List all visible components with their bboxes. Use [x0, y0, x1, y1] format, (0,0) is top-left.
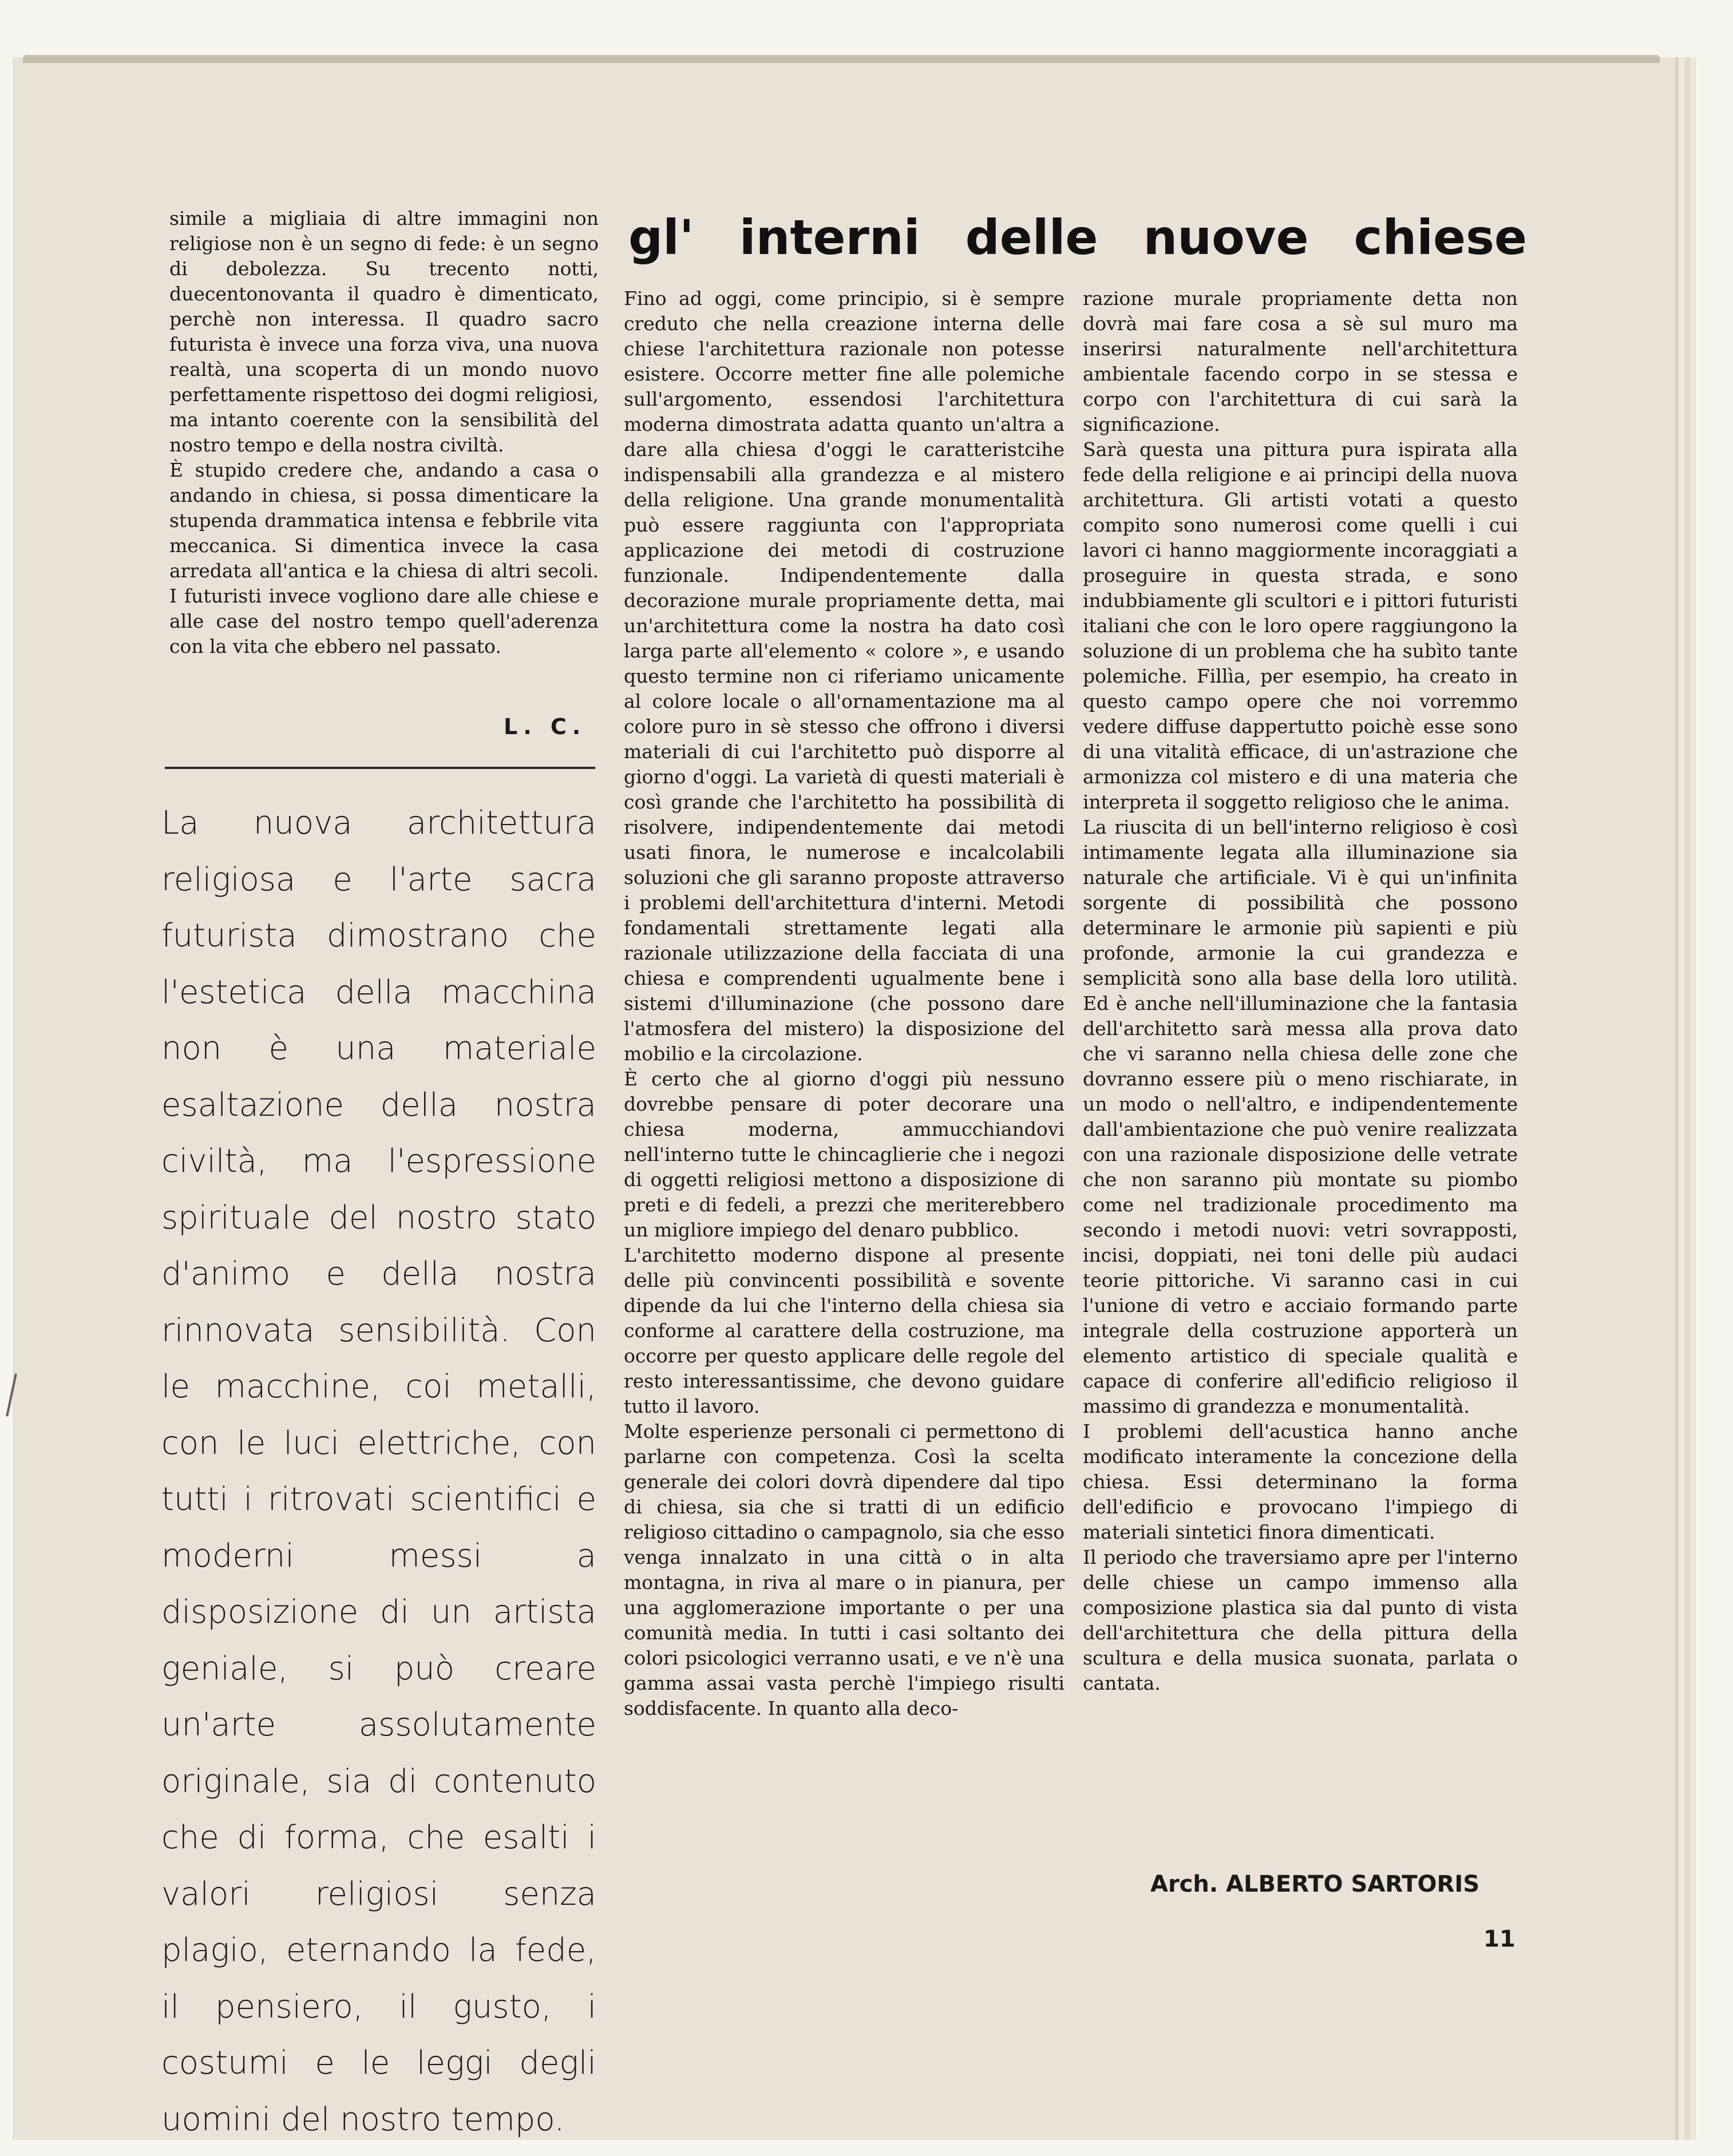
headline-word: delle — [965, 209, 1098, 265]
divider-rule — [165, 767, 595, 769]
column-3-paragraph: Il periodo che traversiamo apre per l'interno delle chiese un campo immenso alla composizione plastica sia dal punto di vista dell'architettura che della pittura della scultura e della musica suonata, parlata o cantata. — [1083, 1546, 1518, 1694]
page-top-edge — [23, 55, 1660, 63]
author-byline: Arch. ALBERTO SARTORIS — [1150, 1871, 1480, 1897]
pull-quote: La nuova architettura religiosa e l'arte sacra futurista dimostrano che l'estetica della macchina non è una materiale esaltazione della nostra civiltà, ma l'espressione spirituale del nostro stato d'animo e della nostra rinnovata sensibilità. Con le macchine, coi metalli, con le luci elettriche, con tutti i ritrovati scientifici e moderni messi a disposizione di un artista geniale, si può creare un'arte assolutamente originale, sia di contenuto che di forma, che esalti i valori religiosi senza plagio, eternando la fede, il pensiero, il gusto, i costumi e le leggi degli uomini del nostro tempo. — [161, 804, 596, 2138]
signature-initials: L. C. — [504, 714, 587, 739]
column-2-paragraph: Molte esperienze personali ci permettono di parlarne con competenza. Così la scelta generale dei colori dovrà dipendere dal tipo di chiesa, sia che si tratti di un edificio religioso cittadino o campagnolo, sia che esso venga innalzato in una città o in alta montagna, in riva al mare o in pianura, per una agglomerazione importante o per una comunità media. In tutti i casi soltanto dei colori psicologici verranno usati, e ve n'è una gamma assai vasta perchè l'impiego risulti soddisfacente. In quanto alla deco- — [624, 1420, 1065, 1719]
column-2-paragraph: Fino ad oggi, come principio, si è sempre creduto che nella creazione interna delle chiese l'architettura razionale non potesse esistere. Occorre metter fine alle polemiche sull'argomento, essendosi l'architettura moderna dimostrata adatta quanto un'altra a dare alla chiesa d'oggi le caratteristcihe indispensabili alla grandezza e al mistero della religione. Una grande monumentalità può essere raggiunta con l'appropriata applicazione dei metodi di costruzione funzionale. Indipendentemente dalla decorazione murale propriamente detta, mai un'architettura come la nostra ha dato così larga parte all'elemento « colore », e usando questo termine non ci riferiamo unicamente al colore locale o all'ornamentazione ma al colore puro in sè stesso che offrono i diversi materiali di cui l'architetto può disporre al giorno d'oggi. La varietà di questi materiali è così grande che l'architetto ha possibilità di risolvere, indipendentemente dai metodi usati finora, le numerose e incalcolabili soluzioni che gli saranno proposte attraverso i problemi dell'architettura d'interni. Metodi fondamentali strettamente legati alla razionale utilizzazione della facciata di una chiesa e comprendenti ugualmente bene i sistemi d'illuminazione (che possono dare l'atmosfera del mistero) la disposizione del mobilio e la circolazione. — [624, 287, 1065, 1065]
column-3-paragraph: razione murale propriamente detta non dovrà mai fare cosa a sè sul muro ma inserirsi naturalmente nell'architettura ambientale facendo corpo in se stessa e corpo con l'architettura di cui sarà la significazione. — [1083, 287, 1518, 435]
column-2-paragraph: L'architetto moderno dispone al presente delle più convincenti possibilità e sovente dipende da lui che l'interno della chiesa sia conforme al carattere della costruzione, ma occorre per questo applicare delle regole del resto interessantissime, che devono guidare tutto il lavoro. — [624, 1244, 1065, 1417]
column-3-text — [1083, 286, 1518, 1696]
article-headline — [628, 206, 1527, 269]
column-2-paragraph: È certo che al giorno d'oggi più nessuno dovrebbe pensare di poter decorare una chiesa moderna, ammucchiandovi nell'interno tutte le chincaglierie che i negozi di oggetti religiosi mettono a disposizione di preti e di fedeli, a prezzi che meriterebbero un migliore impiego del denaro pubblico. — [624, 1068, 1065, 1241]
column-3-paragraph: La riuscita di un bell'interno religioso è così intimamente legata alla illuminazione sia naturale che artificiale. Vi è qui un'infinita sorgente di possibilità che possono determinare le armonie più sapienti e più profonde, armonie la cui grandezza e semplicità sono alla base della loro utilità. Ed è anche nell'illuminazione che la fantasia dell'architetto sarà messa alla prova dato che vi saranno nella chiesa delle zone che dovranno essere più o meno rischiarate, in un modo o nell'altro, e indipendentemente dall'ambientazione che può venire realizzata con una razionale disposizione delle vetrate che non saranno più montate su piombo come nel tradizionale procedimento ma secondo i metodi nuovi: vetri sovrapposti, incisi, doppiati, nei toni delle più audaci teorie pittoriche. Vi saranno casi in cui l'unione di vetro e acciaio formando parte integrale della costruzione apporterà un elemento artistico di speciale qualità e capace di conferire all'edificio religioso il massimo di grandezza e monumentalità. — [1083, 816, 1518, 1417]
headline-word: nuove — [1143, 209, 1309, 265]
column-3-paragraph: Sarà questa una pittura pura ispirata alla fede della religione e ai principi della nuova architettura. Gli artisti votati a questo compito sono numerosi come quelli i cui lavori ci hanno maggiormente incoraggiati a proseguire in questa strada, e sono indubbiamente gli scultori e i pittori futuristi italiani che con le loro opere raggiungono la soluzione di un problema che ha subìto tante polemiche. Fillìa, per esempio, ha creato in questo campo opere che noi vorremmo vedere diffuse dappertutto poichè esse sono di una vitalità efficace, di un'astrazione che armonizza col mistero e di una materia che interpreta il soggetto religioso che le anima. — [1083, 438, 1518, 813]
headline-word: chiese — [1354, 209, 1527, 265]
headline-word: interni — [739, 209, 920, 265]
column-1-paragraph: simile a migliaia di altre immagini non religiose non è un segno di fede: è un segno di debolezza. Su trecento notti, duecentonovanta il quadro è dimenticato, perchè non interessa. Il quadro sacro futurista è invece una forza viva, una nuova realtà, una scoperta di un mondo nuovo perfettamente rispettoso dei dogmi religiosi, ma intanto coerente con la sensibilità del nostro tempo e della nostra civiltà. — [169, 207, 599, 456]
column-1-text — [169, 206, 599, 659]
column-2-text — [624, 286, 1065, 1721]
page-number: 11 — [1483, 1926, 1516, 1952]
column-1-paragraph: È stupido credere che, andando a casa o andando in chiesa, si possa dimenticare la stupenda drammatica intensa e febbrile vita meccanica. Si dimentica invece la casa arredata all'antica e la chiesa di altri secoli. I futuristi invece vogliono dare alle chiese e alle case del nostro tempo quell'aderenza con la vita che ebbero nel passato. — [169, 459, 599, 657]
column-3-paragraph: I problemi dell'acustica hanno anche modificato interamente la concezione della chiesa. Essi determinano la forma dell'edificio e provocano l'impiego di materiali sintetici finora dimenticati. — [1083, 1420, 1518, 1543]
headline-word: gl' — [628, 209, 694, 265]
